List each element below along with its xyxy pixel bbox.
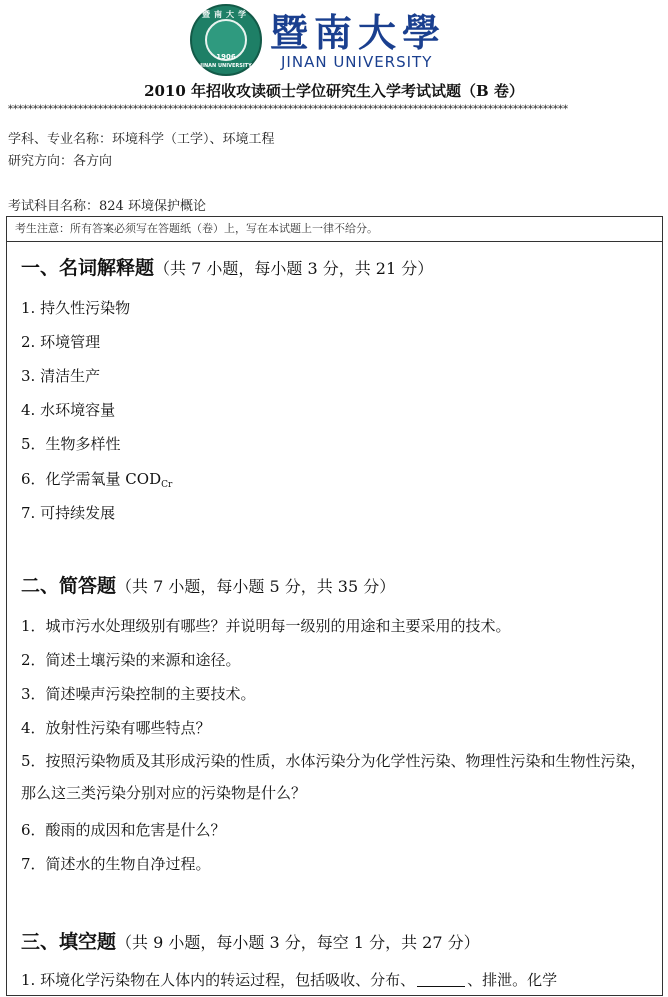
subject-major: 学科、专业名称：环境科学（工学）、环境工程 xyxy=(8,132,275,147)
university-name-en: JINAN UNIVERSITY xyxy=(281,53,433,71)
section-2-item-1: 1．城市污水处理级别有哪些？并说明每一级别的用途和主要采用的技术。 xyxy=(21,617,511,635)
section-2-item-4: 4．放射性污染有哪些特点？ xyxy=(21,719,211,737)
section-1-item-7: 7. 可持续发展 xyxy=(21,504,116,522)
section-2-heading: 二、简答题 xyxy=(21,575,117,597)
section-1-title xyxy=(21,253,433,280)
section-1-item-6-text: 6．化学需氧量 COD xyxy=(21,470,162,488)
exam-body-box xyxy=(6,216,663,996)
section-1-heading: 一、名词解释题 xyxy=(21,257,155,279)
section-1-item-4: 4. 水环境容量 xyxy=(21,401,116,419)
section-2-item-5: 5．按照污染物质及其形成污染的性质，水体污染分为化学性污染、物理性污染和生物性污染，那么这三类污染分别对应的污染物是什么？ xyxy=(21,752,646,802)
seal-bottom-text: JINAN UNIVERSITY xyxy=(200,63,252,69)
exam-title: 2010 年招收攻读硕士学位研究生入学考试试题（B 卷） xyxy=(144,82,524,100)
university-name-cn: 暨南大學 xyxy=(270,10,447,55)
fill-in-blank xyxy=(417,974,465,987)
section-1-item-5: 5．生物多样性 xyxy=(21,435,121,453)
section-3-note: （共 9 小题，每小题 3 分，每空 1 分，共 27 分） xyxy=(116,933,480,952)
research-direction: 研究方向：各方向 xyxy=(8,154,113,169)
candidate-notice: 考生注意：所有答案必须写在答题纸（卷）上，写在本试题上一律不给分。 xyxy=(15,222,378,235)
section-3-item-1 xyxy=(21,969,557,990)
notice-divider xyxy=(7,241,662,242)
section-1-item-3: 3. 清洁生产 xyxy=(21,367,101,385)
university-seal-logo xyxy=(190,4,262,76)
section-3-item-1-start: 1. 环境化学污染物在人体内的转运过程，包括吸收、分布、 xyxy=(21,971,416,989)
section-2-item-7: 7．简述水的生物自净过程。 xyxy=(21,855,211,873)
section-1-item-6 xyxy=(21,468,172,490)
section-2-item-2: 2．简述土壤污染的来源和途径。 xyxy=(21,651,241,669)
star-divider: **************************************************************************************************************** xyxy=(8,104,568,115)
seal-top-text: 暨南大学 xyxy=(202,10,250,19)
exam-course: 考试科目名称：824 环境保护概论 xyxy=(8,199,206,214)
section-2-title xyxy=(21,571,395,598)
section-1-item-2: 2. 环境管理 xyxy=(21,333,101,351)
section-2-item-3: 3．简述噪声污染控制的主要技术。 xyxy=(21,685,256,703)
section-1-item-1: 1. 持久性污染物 xyxy=(21,299,131,317)
seal-year: 1906 xyxy=(216,53,236,61)
section-2-note: （共 7 小题，每小题 5 分，共 35 分） xyxy=(116,577,396,596)
cod-subscript: Cr xyxy=(161,480,173,490)
section-3-heading: 三、填空题 xyxy=(21,931,117,953)
section-3-item-1-end: 、排泄。化学 xyxy=(467,971,558,989)
page-header xyxy=(0,0,668,80)
section-1-note: （共 7 小题，每小题 3 分，共 21 分） xyxy=(154,259,434,278)
section-3-title xyxy=(21,927,480,954)
section-2-item-6: 6．酸雨的成因和危害是什么？ xyxy=(21,821,226,839)
